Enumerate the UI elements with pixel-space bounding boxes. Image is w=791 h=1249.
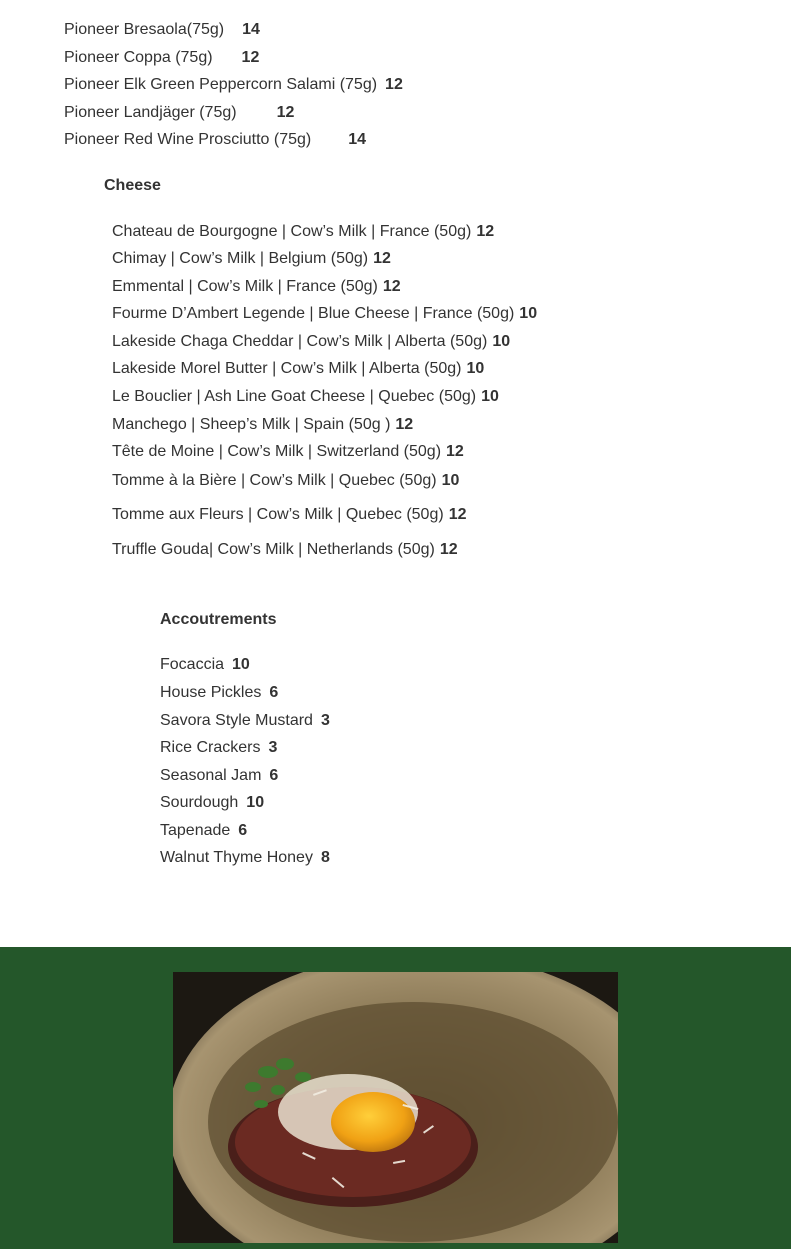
- menu-item: [64, 103, 294, 123]
- item-name: Pioneer Coppa (75g): [64, 49, 213, 66]
- item-name: Tomme à la Bière | Cow’s Milk | Quebec (50g): [112, 472, 437, 489]
- item-price: 12: [276, 104, 295, 121]
- item-price: 12: [448, 506, 467, 523]
- food-photo-icon: [173, 972, 618, 1243]
- item-price: 10: [232, 656, 250, 673]
- item-price: 6: [238, 822, 248, 839]
- menu-item: [112, 277, 401, 297]
- item-name: Truffle Gouda| Cow’s Milk | Netherlands (50g): [112, 541, 435, 558]
- item-price: 6: [269, 684, 279, 701]
- menu-item: [112, 415, 413, 435]
- item-name: Focaccia: [160, 656, 225, 673]
- item-name: Chimay | Cow’s Milk | Belgium (50g): [112, 250, 369, 267]
- menu-item: [112, 249, 391, 269]
- menu-item: [64, 130, 366, 150]
- item-price: 10: [519, 305, 538, 322]
- menu-item: [112, 505, 466, 525]
- item-name: Pioneer Elk Green Peppercorn Salami (75g): [64, 76, 378, 93]
- item-name: Lakeside Morel Butter | Cow’s Milk | Alberta (50g): [112, 360, 462, 377]
- item-name: Rice Crackers: [160, 739, 261, 756]
- menu-item: [112, 359, 484, 379]
- menu-item: [112, 332, 510, 352]
- menu-item: [160, 711, 330, 731]
- menu-item: [112, 304, 537, 324]
- item-price: 12: [439, 541, 458, 558]
- item-price: 3: [320, 712, 330, 729]
- section-heading: Accoutrements: [160, 611, 277, 628]
- menu-item: [64, 48, 259, 68]
- menu-item: [112, 222, 494, 242]
- item-name: Tapenade: [160, 822, 231, 839]
- item-price: 12: [373, 250, 391, 267]
- item-name: Walnut Thyme Honey: [160, 849, 313, 866]
- menu-item: [112, 540, 458, 560]
- item-price: 10: [246, 794, 265, 811]
- menu-item: [160, 848, 330, 868]
- menu-item: [64, 20, 260, 40]
- item-name: Tomme aux Fleurs | Cow’s Milk | Quebec (50g): [112, 506, 444, 523]
- item-name: Chateau de Bourgogne | Cow’s Milk | France (50g): [112, 223, 472, 240]
- item-price: 8: [320, 849, 330, 866]
- item-price: 12: [446, 443, 464, 460]
- item-price: 12: [382, 278, 401, 295]
- item-name: Pioneer Landjäger (75g): [64, 104, 237, 121]
- item-name: Pioneer Red Wine Prosciutto (75g): [64, 131, 312, 148]
- menu-item: [160, 766, 278, 786]
- item-price: 14: [242, 21, 260, 38]
- menu-item: [160, 793, 264, 813]
- menu-item: [160, 655, 250, 675]
- item-name: Emmental | Cow’s Milk | France (50g): [112, 278, 378, 295]
- item-price: 12: [385, 76, 403, 93]
- menu-item: [64, 75, 403, 95]
- item-price: 10: [466, 360, 485, 377]
- item-name: Lakeside Chaga Cheddar | Cow’s Milk | Alberta (50g): [112, 333, 488, 350]
- menu-item: [112, 387, 499, 407]
- item-price: 12: [241, 49, 260, 66]
- food-photo: [173, 972, 618, 1243]
- item-name: Tête de Moine | Cow’s Milk | Switzerland (50g): [112, 443, 442, 460]
- item-name: Manchego | Sheep’s Milk | Spain (50g ): [112, 416, 391, 433]
- item-price: 14: [348, 131, 367, 148]
- menu-item: [160, 683, 278, 703]
- item-name: House Pickles: [160, 684, 262, 701]
- section-heading: Cheese: [104, 177, 161, 194]
- item-price: 12: [395, 416, 414, 433]
- item-price: 6: [269, 767, 279, 784]
- item-name: Savora Style Mustard: [160, 712, 313, 729]
- item-price: 10: [492, 333, 511, 350]
- item-price: 3: [268, 739, 278, 756]
- item-name: Le Bouclier | Ash Line Goat Cheese | Quebec (50g): [112, 388, 477, 405]
- item-name: Pioneer Bresaola(75g): [64, 21, 225, 38]
- item-name: Seasonal Jam: [160, 767, 262, 784]
- item-name: Fourme D’Ambert Legende | Blue Cheese | France (50g): [112, 305, 515, 322]
- menu-item: [112, 442, 464, 462]
- item-price: 10: [441, 472, 460, 489]
- menu-item: [160, 738, 277, 758]
- item-name: Sourdough: [160, 794, 239, 811]
- menu-item: [112, 471, 459, 491]
- menu-item: [160, 821, 247, 841]
- item-price: 12: [476, 223, 495, 240]
- item-price: 10: [481, 388, 499, 405]
